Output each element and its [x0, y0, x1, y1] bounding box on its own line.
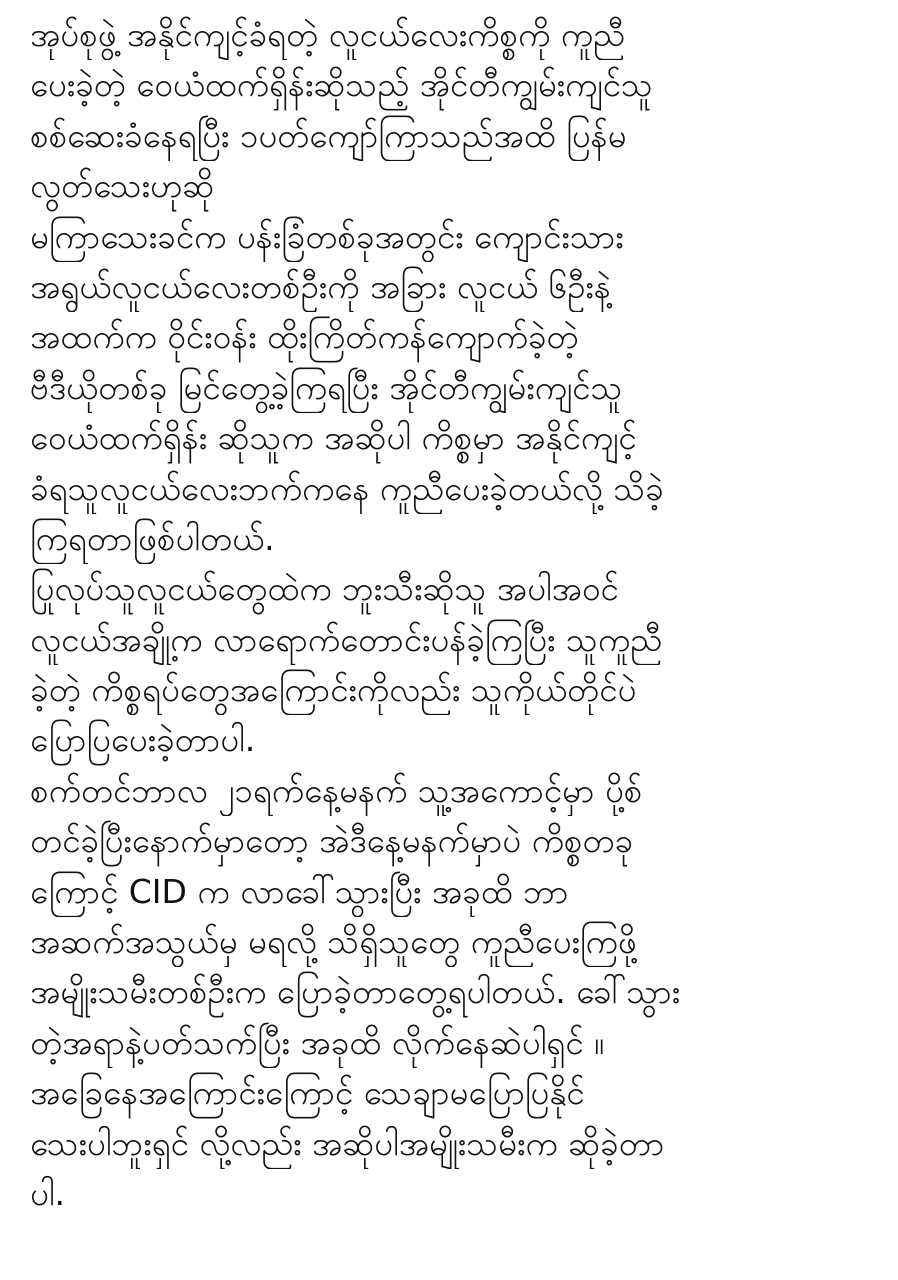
text-line: မကြာသေးခင်က ပန်းခြံတစ်ခုအတွင်း ကျောင်းသား: [30, 216, 624, 256]
text-line: စစ်ဆေးခံနေရပြီး ၁ပတ်ကျော်ကြာသည်အထိ ပြန်မ: [30, 115, 627, 155]
text-line: ပြောပြပေးခဲ့တာပါ.: [30, 720, 256, 760]
text-line: အဆက်အသွယ်မှ မရလို့ သိရှိသူတွေ ကူညီပေးကြဖို့: [30, 922, 637, 962]
text-line: လွတ်သေးဟုဆို: [30, 166, 215, 206]
text-line: ခံရသူလူငယ်လေးဘက်ကနေ ကူညီပေးခဲ့တယ်လို့ သိခဲ့: [30, 468, 664, 508]
text-line: အရွယ်လူငယ်လေးတစ်ဦးကို အခြား လူငယ် ၆ဦးနဲ့: [30, 266, 611, 306]
text-line: ကြရတာဖြစ်ပါတယ်.: [30, 518, 275, 558]
text-line: ခဲ့တဲ့ ကိစ္စရပ်တွေအကြောင်းကိုလည်း သူကိုယ်တိုင်ပဲ: [30, 670, 637, 710]
text-line: အထက်က ဝိုင်းဝန်း ထိုးကြိတ်ကန်ကျောက်ခဲ့တဲ့: [30, 317, 579, 357]
text-line: ပေးခဲ့တဲ့ ဝေယံထက်ရှိန်းဆိုသည့် အိုင်တီကျွမ်းကျင်သူ: [30, 65, 653, 105]
text-line: ဗီဒီယိုတစ်ခု မြင်တွေ့ခဲ့ကြရပြီး အိုင်တီကျွမ်းကျင်သူ: [30, 367, 623, 407]
text-line: အခြေနေအကြောင်းကြောင့် သေချာမပြောပြနိုင်: [30, 1073, 585, 1113]
text-line: ပါ.: [30, 1173, 66, 1213]
text-line: အုပ်စုဖွဲ့ အနိုင်ကျင့်ခံရတဲ့ လူငယ်လေးကိစ္စကို ကူညီ: [30, 15, 625, 54]
article-body: [30, 10, 880, 1272]
text-line: တဲ့အရာနဲ့ပတ်သက်ပြီး အခုထိ လိုက်နေဆဲပါရှင် ။: [30, 1022, 605, 1062]
text-line: ပြုလုပ်သူလူငယ်တွေထဲက ဘူးသီးဆိုသူ အပါအဝင်: [30, 569, 619, 609]
text-line: တင်ခဲ့ပြီးနောက်မှာတော့ အဲဒီနေ့မနက်မှာပဲ ကိစ္စတခု: [30, 821, 634, 861]
text-line: ကြောင့် CID က လာခေါ်သွားပြီး အခုထိ ဘာ: [30, 871, 569, 911]
text-line: အမျိုးသမီးတစ်ဦးက ပြောခဲ့တာတွေ့ရပါတယ်. ခေါ်သွား: [30, 972, 681, 1012]
text-line: လူငယ်အချို့က လာရောက်တောင်းပန်ခဲ့ကြပြီး သူကူညီ: [30, 619, 663, 659]
text-line: သေးပါဘူးရှင် လို့လည်း အဆိုပါအမျိုးသမီးက ဆိုခဲ့တာ: [30, 1123, 665, 1163]
text-line: ဝေယံထက်ရှိန်း ဆိုသူက အဆိုပါ ကိစ္စမှာ အနိုင်ကျင့်: [30, 418, 637, 458]
text-line: စက်တင်ဘာလ ၂၁ရက်နေ့မနက် သူ့အကောင့်မှာ ပို့စ်: [30, 770, 643, 810]
